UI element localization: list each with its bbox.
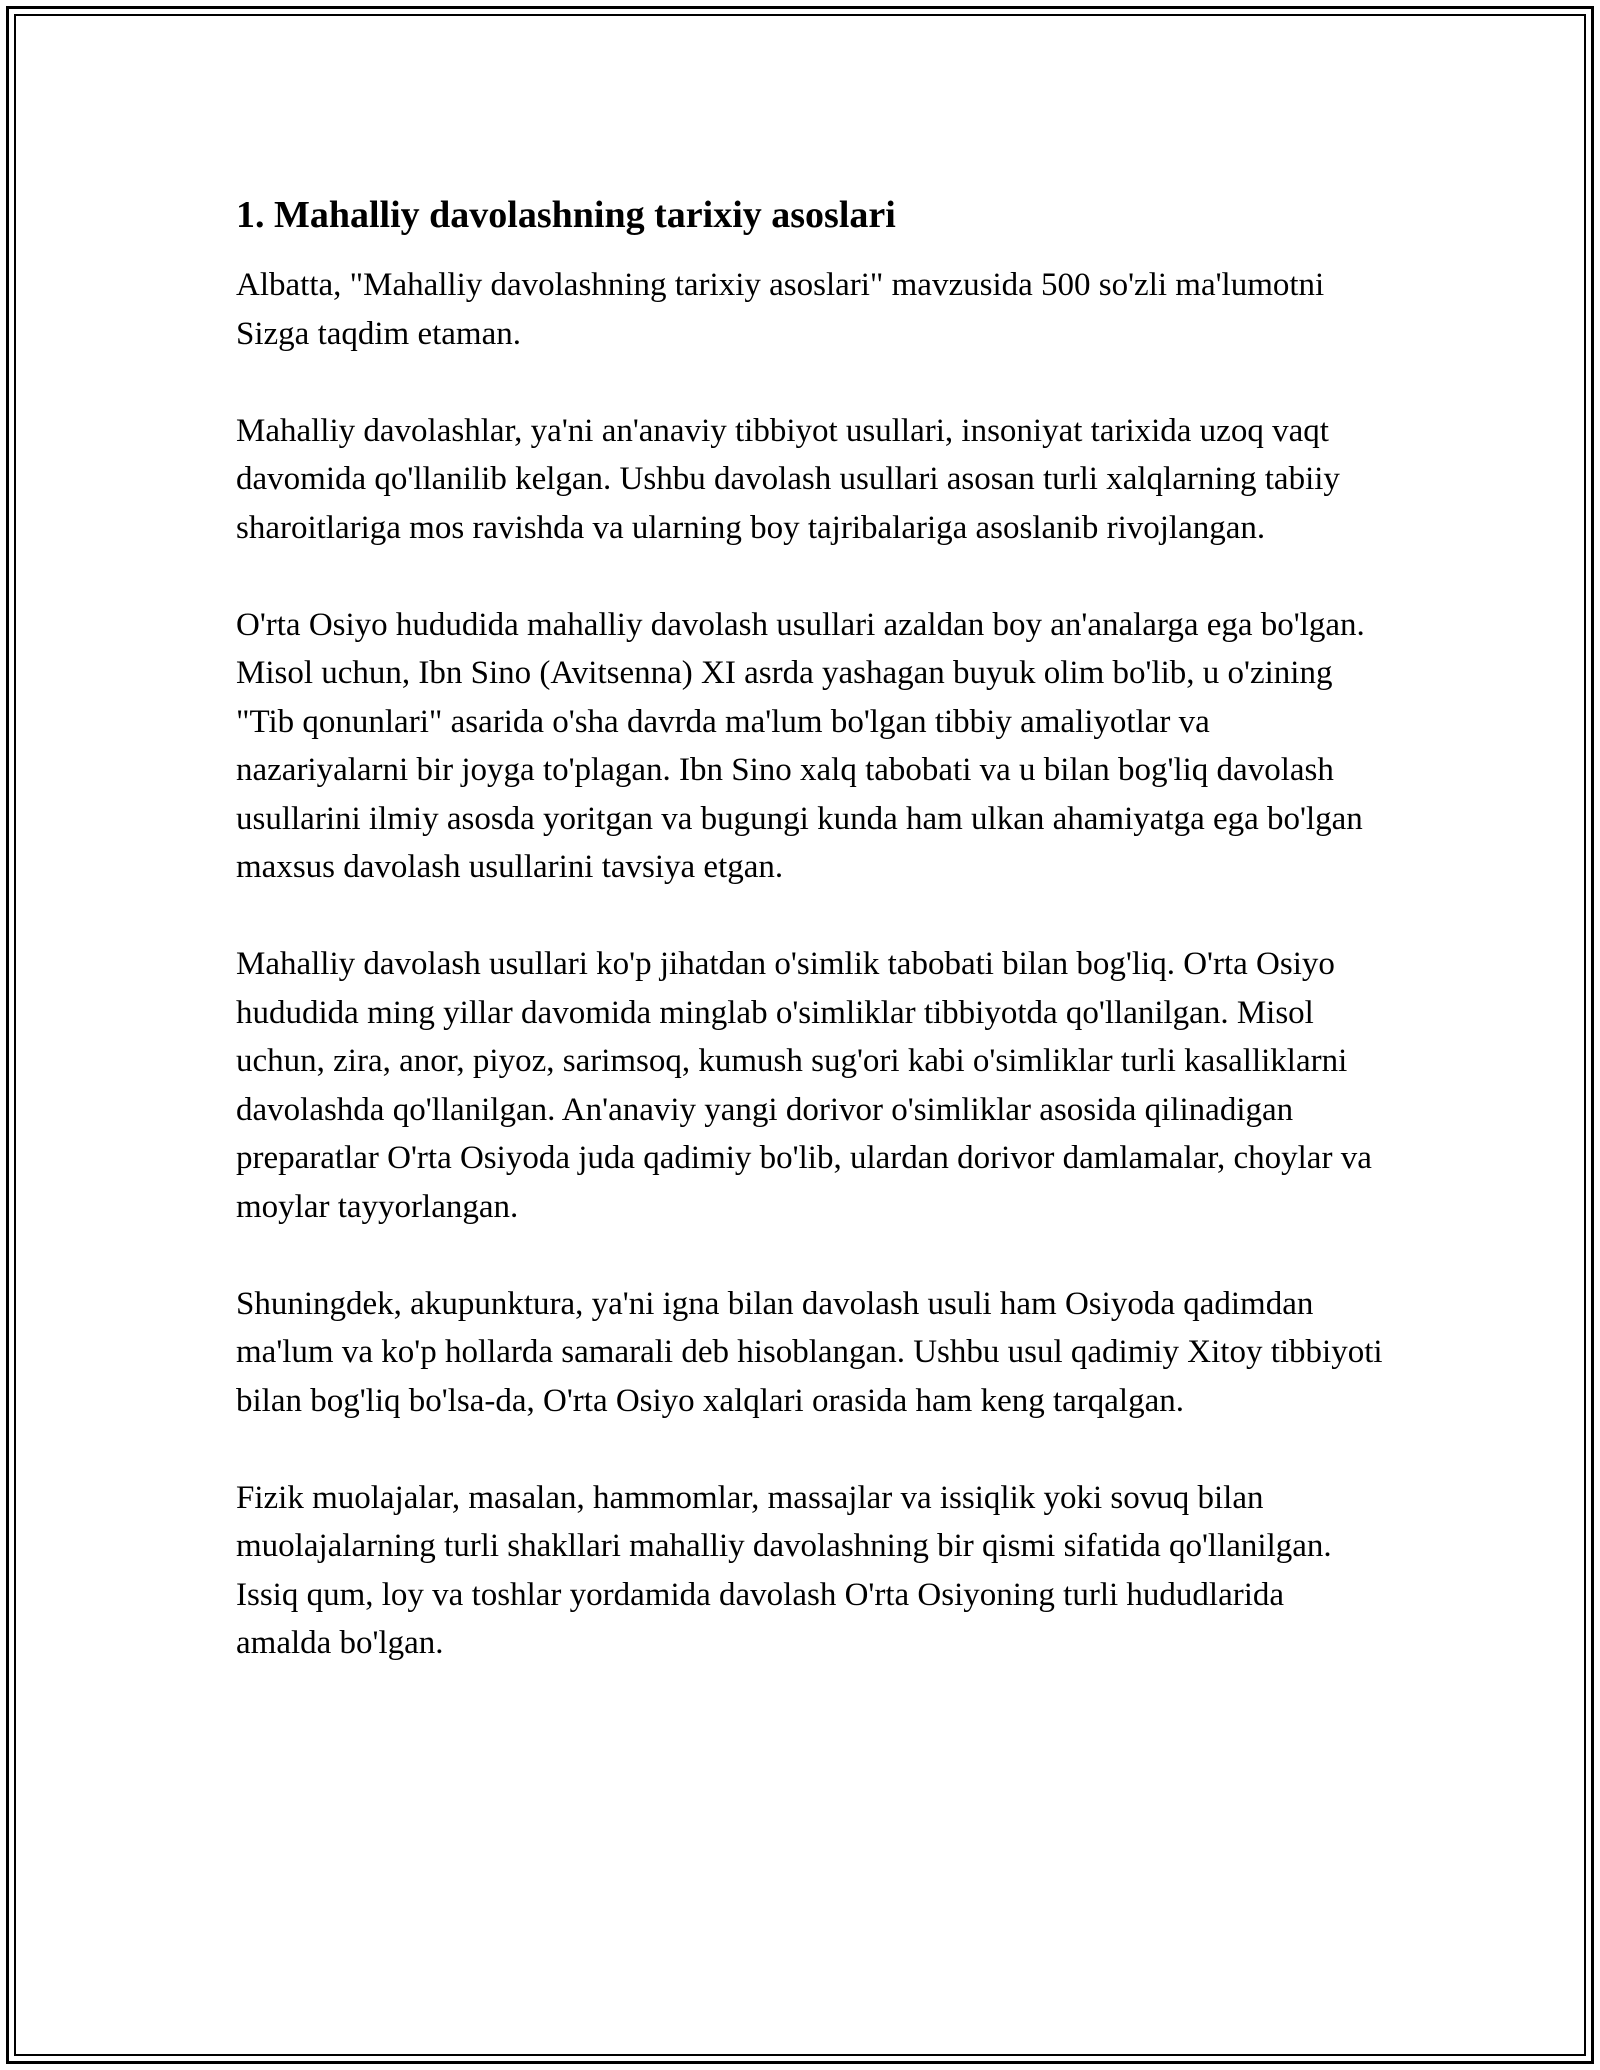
section-heading: 1. Mahalliy davolashning tarixiy asoslari [236,194,896,236]
paragraph-acupuncture: Shuningdek, akupunktura, ya'ni igna bilan davolash usuli ham Osiyoda qadimdan ma'lum va ko'p hollarda samarali deb hisoblangan. Ushbu usul qadimiy Xitoy tibbiyoti bilan bog'liq bo'lsa-da, O'rta Osiyo xalqlari orasida ham keng tarqalgan. [236,1285,1383,1419]
paragraph-traditional-medicine: Mahalliy davolashlar, ya'ni an'anaviy tibbiyot usullari, insoniyat tarixida uzoq vaqt davomida qo'llanilib kelgan. Ushbu davolash usullari asosan turli xalqlarning tabiiy sharoitlariga mos ravishda va ularning boy tajribalariga asoslanib rivojlangan. [236,412,1340,546]
paragraph-physical-treatments: Fizik muolajalar, masalan, hammomlar, massajlar va issiqlik yoki sovuq bilan muolajalarning turli shakllari mahalliy davolashning bir qismi sifatida qo'llanilgan. Issiq qum, loy va toshlar yordamida davolash O'rta Osiyoning turli hududlarida amalda bo'lgan. [236,1479,1332,1661]
paragraph-ibn-sino: O'rta Osiyo hududida mahalliy davolash usullari azaldan boy an'analarga ega bo'lgan. Misol uchun, Ibn Sino (Avitsenna) XI asrda yashagan buyuk olim bo'lib, u o'zining "Tib qonunlari" asarida o'sha davrda ma'lum bo'lgan tibbiy amaliyotlar va nazariyalarni bir joyga to'plagan. Ibn Sino xalq tabobati va u bilan bog'liq davolash usullarini ilmiy asosda yoritgan va bugungi kunda ham ulkan ahamiyatga ega bo'lgan maxsus davolash usullarini tavsiya etgan. [236,606,1365,885]
paragraph-intro: Albatta, "Mahalliy davolashning tarixiy asoslari" mavzusida 500 so'zli ma'lumotni Sizga taqdim etaman. [236,267,1325,352]
paragraph-herbal-medicine: Mahalliy davolash usullari ko'p jihatdan o'simlik tabobati bilan bog'liq. O'rta Osiyo hududida ming yillar davomida minglab o'simliklar tibbiyotda qo'llanilgan. Misol uchun, zira, anor, piyoz, sarimsoq, kumush sug'ori kabi o'simliklar turli kasalliklarni davolashda qo'llanilgan. An'anaviy yangi dorivor o'simliklar asosida qilinadigan preparatlar O'rta Osiyoda juda qadimiy bo'lib, ulardan dorivor damlamalar, choylar va moylar tayyorlangan. [236,946,1372,1225]
document-body [236,185,1386,1716]
